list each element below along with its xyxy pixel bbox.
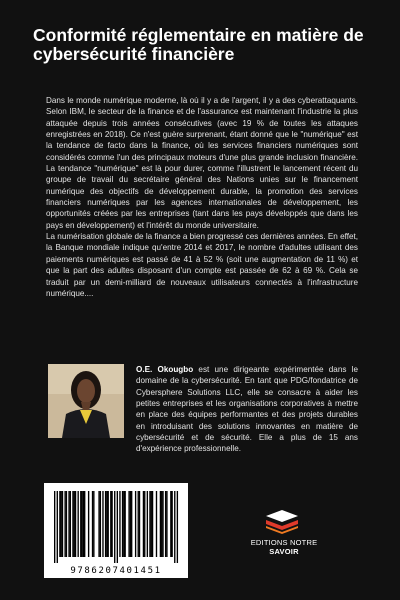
barcode-bar	[144, 491, 145, 557]
barcode-bar	[161, 491, 162, 557]
barcode-bar	[106, 491, 107, 557]
barcode-bar	[177, 491, 178, 563]
barcode-bar	[81, 491, 82, 557]
barcode-bar	[72, 491, 73, 557]
publisher-book-logo-icon	[262, 506, 302, 534]
barcode-bar	[151, 491, 152, 557]
author-name: O.E. Okougbo	[136, 365, 194, 374]
barcode-bar	[111, 491, 112, 557]
barcode-bar	[123, 491, 124, 557]
barcode-bar	[70, 491, 71, 557]
barcode-bar	[128, 491, 129, 557]
barcode-bar	[100, 491, 101, 557]
barcode-bars	[44, 483, 188, 565]
publisher-name-bold: SAVOIR	[269, 547, 299, 556]
author-bio-text: est une dirigeante expérimentée dans le domaine de la cybersécurité. En tant que PDG/fondatrice de Cybersphere Solutions LLC, elle se consacre à aider les petites entreprises et les organisations corporatives à mettre en place des équipes performantes et des projets durables en introduisant des solutions innovantes en matière de cybersécurité et de sécurité. Elle a plus de 15 ans d'expérience professionnelle.	[136, 365, 358, 454]
back-cover-description	[46, 95, 358, 299]
barcode-bar	[83, 491, 84, 557]
barcode-bar	[139, 491, 140, 557]
barcode-bar	[131, 491, 132, 557]
barcode-bar	[80, 491, 81, 557]
barcode-bar	[75, 491, 76, 557]
barcode-bar	[110, 491, 111, 557]
barcode-bar	[149, 491, 150, 557]
barcode-bar	[108, 491, 109, 557]
barcode-bar	[171, 491, 172, 557]
barcode-bar	[77, 491, 78, 557]
barcode-bar	[59, 491, 60, 557]
barcode-bar	[61, 491, 62, 557]
barcode-bar	[92, 491, 93, 557]
barcode-bar	[162, 491, 163, 557]
barcode-bar	[165, 491, 166, 557]
barcode-bar	[174, 491, 175, 563]
barcode-bar	[135, 491, 136, 557]
barcode-bar	[64, 491, 65, 557]
barcode-bar	[156, 491, 157, 557]
barcode-bar	[114, 491, 115, 563]
barcode-bar	[138, 491, 139, 557]
barcode-bar	[62, 491, 63, 557]
author-bio	[136, 364, 358, 455]
author-photo	[48, 364, 124, 438]
barcode-bar	[66, 491, 67, 557]
barcode-bar	[88, 491, 89, 557]
barcode-bar	[84, 491, 85, 557]
barcode-bar	[102, 491, 103, 557]
book-title: Conformité réglementaire en matière de cybersécurité financière	[33, 25, 364, 64]
barcode-bar	[117, 491, 118, 563]
barcode-bar	[152, 491, 153, 557]
barcode-bar	[119, 491, 120, 557]
barcode-bar	[122, 491, 123, 557]
barcode-bar	[170, 491, 171, 557]
barcode-bar	[98, 491, 99, 557]
barcode-bar	[68, 491, 69, 557]
barcode-bar	[130, 491, 131, 557]
barcode-bar	[166, 491, 167, 557]
barcode-bar	[93, 491, 94, 557]
barcode-bar	[147, 491, 148, 557]
barcode-bar	[160, 491, 161, 557]
isbn-barcode	[44, 483, 188, 578]
publisher-name-light: EDITIONS NOTRE	[250, 538, 318, 547]
barcode-bar	[57, 491, 58, 563]
barcode-bar	[74, 491, 75, 557]
description-paragraph-1: Dans le monde numérique moderne, là où il y a de l'argent, il y a des cyberattaquants. Selon IBM, le secteur de la finance et de l'assurance est maintenant l'industrie la plus attaquée depuis trois années consécutives (avec 19 % de toutes les attaques enregistrées en 2018). Ce n'est guère surprenant, étant donné que le "numérique" est la tendance de facto dans la finance, où les services financiers numériques sont considérés comme l'un des principaux moteurs d'une plus grande inclusion financière. La tendance "numérique" est là pour durer, comme l'illustrent le lancement récent du groupe de travail du secrétaire général des Nations unies sur le financement numérique des objectifs de développement durable, la promotion des services financiers numériques par les agences internationales de développement, les opportunités créées par les entreprises (tant dans les pays développés que dans les pays en développement) et l'intérêt du monde universitaire.	[46, 96, 358, 230]
barcode-bar	[54, 491, 55, 563]
publisher-name	[236, 538, 332, 556]
description-paragraph-2: La numérisation globale de la finance a bien progressé ces dernières années. En effet, la Banque mondiale indique qu'entre 2014 et 2017, le nombre d'adultes utilisant des paiements numériques est passé de 41 à 52 % (soit une augmentation de 11 %) et que la part des adultes disposant d'un compte est passée de 62 à 69 %. Cela se traduit par un demi-milliard de nouveaux utilisateurs connectés à l'infrastructure numérique....	[46, 232, 358, 298]
isbn-number: 9786207401451	[70, 566, 162, 576]
barcode-bar	[124, 491, 125, 557]
barcode-bar	[143, 491, 144, 557]
barcode-bar	[105, 491, 106, 557]
